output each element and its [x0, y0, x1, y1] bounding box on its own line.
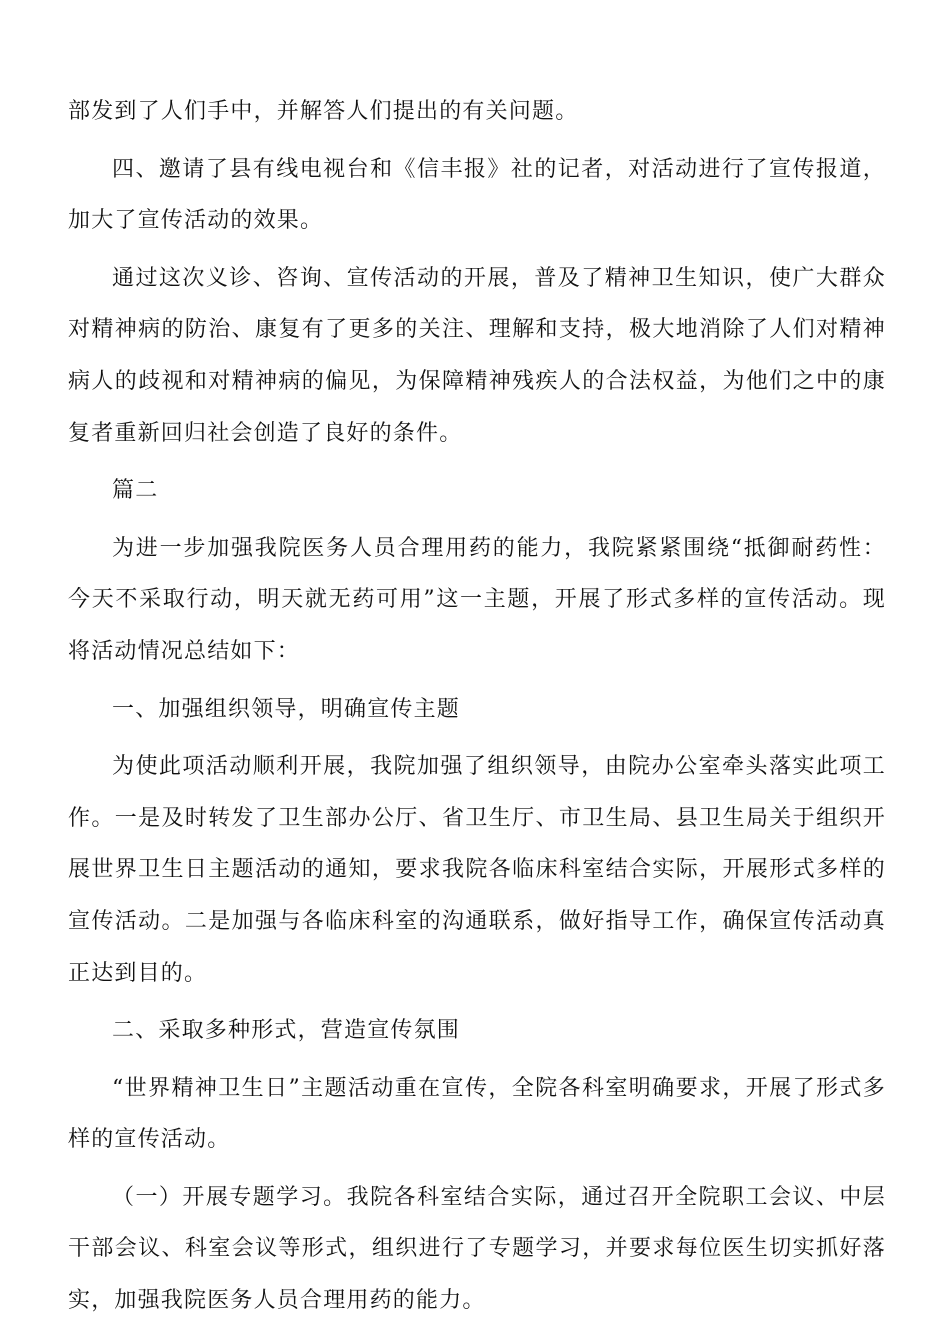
paragraph-10: （一）开展专题学习。我院各科室结合实际，通过召开全院职工会议、中层干部会议、科室会议等形式，组织进行了专题学习，并要求每位医生切实抓好落实，加强我院医务人员合理用药的能力。 [68, 1184, 886, 1314]
paragraph-3: 通过这次义诊、咨询、宣传活动的开展，普及了精神卫生知识，使广大群众对精神病的防治、康复有了更多的关注、理解和支持，极大地消除了人们对精神病人的歧视和对精神病的偏见，为保障精神残疾人的合法权益，为他们之中的康复者重新回归社会创造了良好的条件。 [68, 265, 886, 446]
document-body [68, 86, 886, 1333]
paragraph-7: 为使此项活动顺利开展，我院加强了组织领导，由院办公室牵头落实此项工作。一是及时转发了卫生部办公厅、省卫生厅、市卫生局、县卫生局关于组织开展世界卫生日主题活动的通知，要求我院各临床科室结合实际，开展形式多样的宣传活动。二是加强与各临床科室的沟通联系，做好指导工作，确保宣传活动真正达到目的。 [68, 754, 886, 986]
paragraph-2: 四、邀请了县有线电视台和《信丰报》社的记者，对活动进行了宣传报道，加大了宣传活动的效果。 [68, 156, 886, 234]
section-heading-part-two: 篇二 [112, 478, 159, 504]
paragraph-1: 部发到了人们手中，并解答人们提出的有关问题。 [68, 99, 579, 124]
paragraph-5: 为进一步加强我院医务人员合理用药的能力，我院紧紧围绕“抵御耐药性：今天不采取行动，明天就无药可用”这一主题，开展了形式多样的宣传活动。现将活动情况总结如下： [68, 535, 886, 664]
paragraph-9: “世界精神卫生日”主题活动重在宣传，全院各科室明确要求，开展了形式多样的宣传活动。 [68, 1075, 886, 1153]
subheading-1: 一、加强组织领导，明确宣传主题 [112, 696, 461, 722]
subheading-2: 二、采取多种形式，营造宣传氛围 [112, 1018, 461, 1044]
